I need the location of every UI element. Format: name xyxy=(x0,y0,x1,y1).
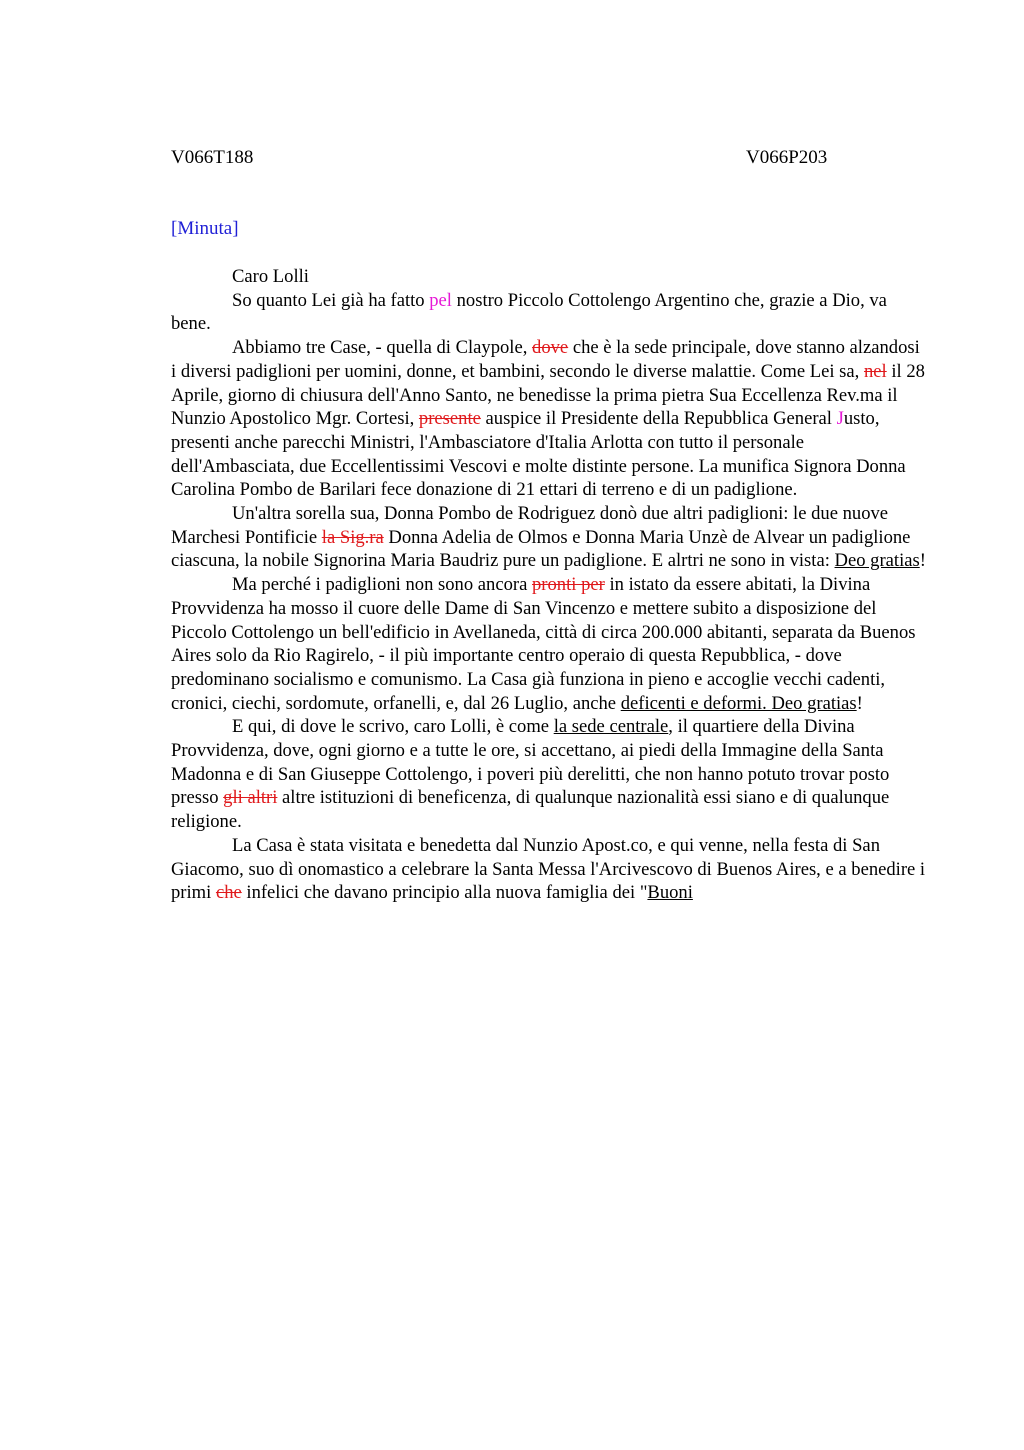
minuta-label: [Minuta] xyxy=(171,218,239,239)
insertion: J xyxy=(836,408,844,430)
deletion: pronti per xyxy=(532,574,605,596)
deletion: presente xyxy=(418,408,481,430)
underlined-text: deficenti e deformi. Deo gratias xyxy=(620,692,857,714)
header-right-code: V066P203 xyxy=(746,147,828,168)
deletion: dove xyxy=(532,337,569,359)
greeting: Caro Lolli xyxy=(232,266,309,287)
deletion: la Sig.ra xyxy=(321,526,384,548)
letter-body xyxy=(171,265,926,905)
underlined-text: la sede centrale xyxy=(553,716,669,738)
underlined-text: Deo gratias xyxy=(834,550,920,572)
underlined-text: Buoni xyxy=(647,882,693,904)
deletion: nel xyxy=(863,360,887,382)
header-left-code: V066T188 xyxy=(171,147,254,168)
deletion: gli altri xyxy=(223,787,278,809)
paragraph-4: Ma perché i padiglioni non sono ancora pronti per in istato da essere abitati, la Divina Provvidenza ha mosso il cuore delle Dame di San Vincenzo e mettere subito a disposizione del Piccolo Cottolengo un bell'edificio in Avellaneda, città di circa 200.000 abitanti, separata da Buenos Aires solo da Rio Ragirelo, - il più importante centro operaio di questa Repubblica, - dove predominano socialismo e comunismo. La Casa già funziona in pieno e accoglie vecchi cadenti, cronici, ciechi, sordomute, orfanelli, e, dal 26 Luglio, anche deficenti e deformi. Deo gratias! xyxy=(171,574,916,714)
paragraph-2: Abbiamo tre Case, - quella di Claypole, dove che è la sede principale, dove stanno alzandosi i diversi padiglioni per uomini, donne, et bambini, secondo le diverse malattie. Come Lei sa, nel il 28 Aprile, giorno di chiusura dell'Anno Santo, ne benedisse la prima pietra Sua Eccellenza Rev.ma il Nunzio Apostolico Mgr. Cortesi, presente auspice il Presidente della Repubblica General Justo, presenti anche parecchi Ministri, l'Ambasciatore d'Italia Arlotta con tutto il personale dell'Ambasciata, due Eccellentissimi Vescovi e molte distinte persone. La munifica Signora Donna Carolina Pombo de Barilari fece donazione di 21 ettari di terreno e di un padiglione. xyxy=(171,337,925,501)
paragraph-5: E qui, di dove le scrivo, caro Lolli, è come la sede centrale, il quartiere della Divina Provvidenza, dove, ogni giorno e a tutte le ore, si accettano, ai piedi della Immagine della Santa Madonna e di San Giuseppe Cottolengo, i poveri più derelitti, che non hanno potuto trovar posto presso gli altri altre istituzioni di beneficenza, di qualunque nazionalità essi siano e di qualunque religione. xyxy=(171,716,890,833)
paragraph-1: So quanto Lei già ha fatto pel nostro Piccolo Cottolengo Argentino che, grazie a Dio, va bene. xyxy=(171,289,887,335)
paragraph-6: La Casa è stata visitata e benedetta dal Nunzio Apost.co, e qui venne, nella festa di San Giacomo, suo dì onomastico a celebrare la Santa Messa l'Arcivescovo di Buenos Aires, e a benedire i primi che infelici che davano principio alla nuova famiglia dei "Buoni xyxy=(171,834,926,904)
insertion: pel xyxy=(429,289,452,311)
paragraph-3: Un'altra sorella sua, Donna Pombo de Rodriguez donò due altri padiglioni: le due nuove Marchesi Pontificie la Sig.ra Donna Adelia de Olmos e Donna Maria Unzè de Alvear un padiglione ciascuna, la nobile Signorina Maria Baudriz pure un padiglione. E alrtri ne sono in vista: Deo gratias! xyxy=(171,503,926,572)
deletion: che xyxy=(215,882,242,904)
